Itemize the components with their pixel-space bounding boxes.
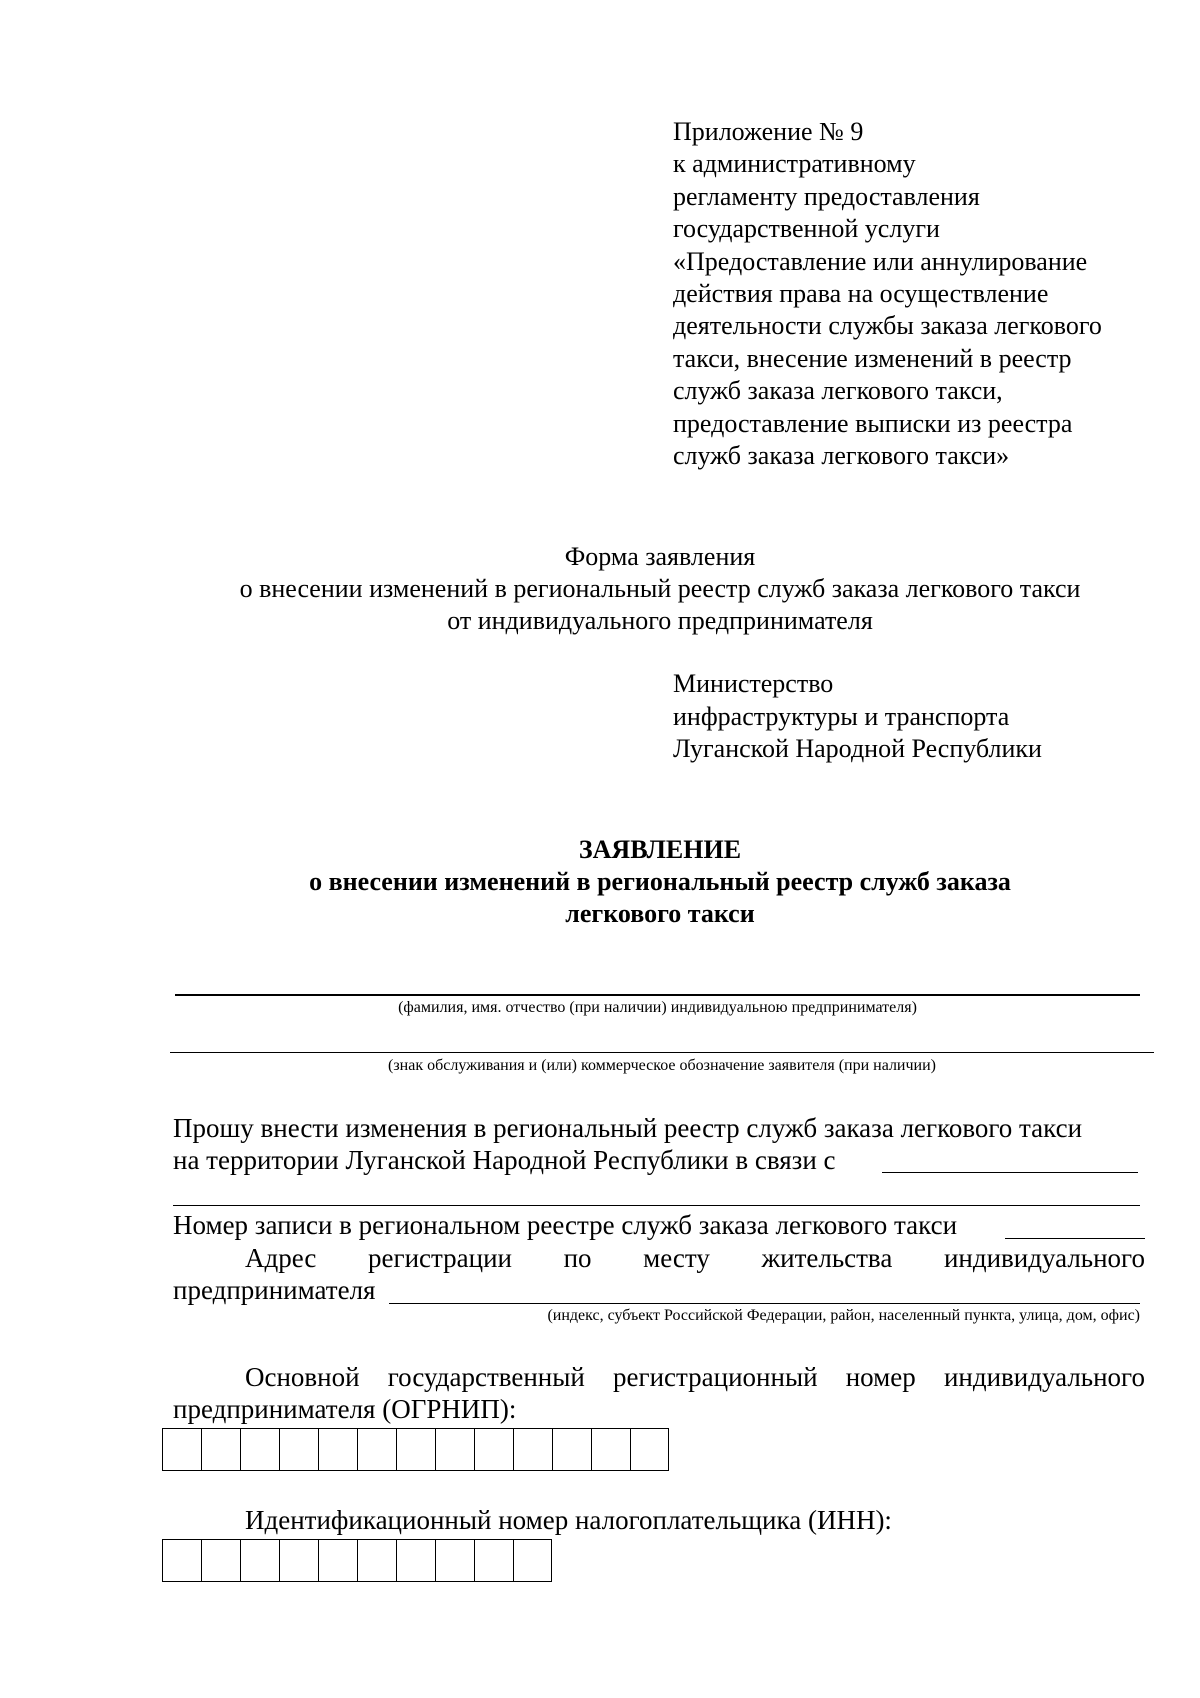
inn-digit-box[interactable] [201,1539,240,1582]
address_label-word: по [563,1243,592,1273]
inn-digit-box[interactable] [474,1539,513,1582]
address-field-line[interactable] [389,1303,1140,1304]
ogrnip-label-line1 [245,1361,1145,1393]
appendix-line: Приложение № 9 [673,117,864,146]
ogrnip-label-line2: предпринимателя (ОГРНИП): [173,1394,517,1424]
reason-field-line[interactable] [882,1172,1138,1173]
ogrnip-word: номер [845,1362,916,1392]
ogrnip-digit-box[interactable] [201,1428,240,1471]
inn-digit-box[interactable] [435,1539,474,1582]
ogrnip-digit-box[interactable] [318,1428,357,1471]
ogrnip-digit-box[interactable] [357,1428,396,1471]
appendix-line: регламенту предоставления [673,181,980,211]
form-heading-line2: о внесении изменений в региональный реестр служб заказа легкового такси [239,574,1081,603]
address-caption: (индекс, субъект Российской Федерации, район, населенный пункта, улица, дом, офис) [547,1307,1140,1324]
inn-digit-box[interactable] [162,1539,201,1582]
inn-label: Идентификационный номер налогоплательщика (ИНН): [245,1505,892,1535]
form-heading-line1: Форма заявления [564,542,756,571]
title-main: ЗАЯВЛЕНИЕ [578,835,742,864]
appendix-line: государственной услуги [673,214,940,244]
ogrnip-word: регистрационный [613,1362,818,1392]
ogrnip-digit-box[interactable] [162,1428,201,1471]
addressee-line2: инфраструктуры и транспорта [673,701,1010,731]
inn-input-boxes[interactable] [162,1539,552,1582]
address_label-word: жительства [761,1243,893,1273]
inn-digit-box[interactable] [396,1539,435,1582]
record-number-field-line[interactable] [1005,1238,1145,1239]
appendix-line: служб заказа легкового такси, [673,376,1003,406]
ogrnip-digit-box[interactable] [630,1428,669,1471]
address_label-word: индивидуального [943,1243,1145,1273]
request-line1: Прошу внести изменения в региональный реестр служб заказа легкового такси [173,1113,1083,1143]
fio-caption: (фамилия, имя. отчество (при наличии) индивидуальною предпринимателя) [398,999,917,1016]
address_label-word: Адрес [245,1243,317,1273]
appendix-line: предоставление выписки из реестра [673,408,1073,438]
inn-digit-box[interactable] [513,1539,552,1582]
appendix-note [673,116,1102,472]
trademark-field-line[interactable] [170,1052,1154,1053]
address_label-word: месту [643,1243,710,1273]
trademark-caption: (знак обслуживания и (или) коммерческое обозначение заявителя (при наличии) [388,1057,936,1074]
document-title [0,834,1200,930]
form-heading [0,541,1200,637]
inn-digit-box[interactable] [240,1539,279,1582]
ogrnip-digit-box[interactable] [474,1428,513,1471]
ogrnip-digit-box[interactable] [552,1428,591,1471]
inn-digit-box[interactable] [279,1539,318,1582]
ogrnip-word: Основной [245,1362,360,1392]
fio-field-line[interactable] [175,994,1140,996]
ogrnip-digit-box[interactable] [513,1428,552,1471]
inn-digit-box[interactable] [318,1539,357,1582]
ogrnip-digit-box[interactable] [279,1428,318,1471]
inn-digit-box[interactable] [357,1539,396,1582]
ogrnip-digit-box[interactable] [396,1428,435,1471]
appendix-line: «Предоставление или аннулирование [673,246,1088,276]
record-number-label: Номер записи в региональном реестре служб заказа легкового такси [173,1210,958,1240]
address-label-line1 [245,1242,1145,1274]
ogrnip-digit-box[interactable] [240,1428,279,1471]
address-label-line2: предпринимателя [173,1275,376,1305]
appendix-line: действия права на осуществление [673,279,1049,309]
title-sub1: о внесении изменений в региональный реестр служб заказа [309,867,1011,896]
reason-field-line-2[interactable] [173,1205,1140,1206]
title-sub2: легкового такси [565,899,755,928]
appendix-line: деятельности службы заказа легкового [673,311,1102,341]
address_label-word: регистрации [368,1243,512,1273]
ogrnip-digit-box[interactable] [591,1428,630,1471]
addressee [673,668,1042,766]
ogrnip-input-boxes[interactable] [162,1428,669,1471]
addressee-line3: Луганской Народной Республики [673,734,1042,763]
appendix-line: к административному [673,149,916,179]
form-heading-line3: от индивидуального предпринимателя [447,606,873,635]
appendix-line: такси, внесение изменений в реестр [673,343,1072,373]
request-line2: на территории Луганской Народной Республики в связи с [173,1145,836,1175]
ogrnip-word: государственный [387,1362,585,1392]
appendix-line: служб заказа легкового такси» [673,441,1010,471]
ogrnip-word: индивидуального [943,1362,1145,1392]
addressee-line1: Министерство [673,669,834,698]
ogrnip-digit-box[interactable] [435,1428,474,1471]
